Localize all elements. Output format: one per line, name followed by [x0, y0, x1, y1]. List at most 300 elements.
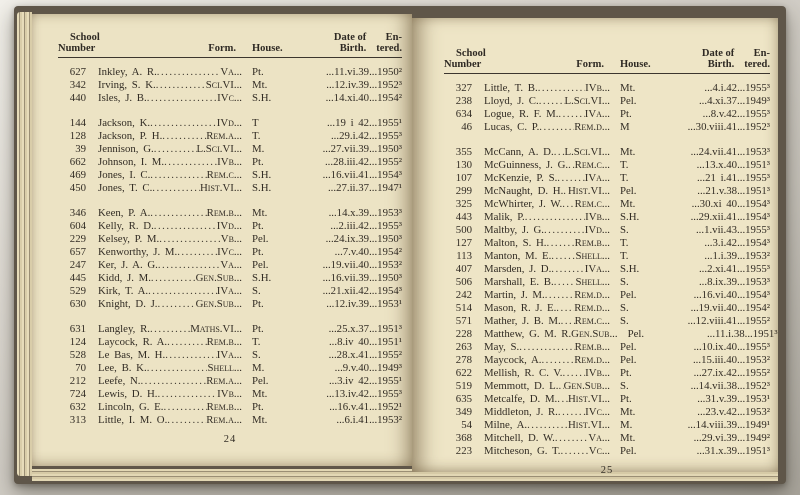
- cell-form: Vc...: [588, 445, 610, 457]
- register-row: [58, 285, 402, 298]
- dotted-leader: [525, 211, 585, 224]
- cell-form: IVd...: [584, 224, 610, 236]
- cell-form: IVb...: [585, 211, 610, 223]
- cell-name: Jackson, K.: [98, 117, 151, 129]
- cell-name: Little, T. B.: [484, 82, 538, 94]
- dotted-leader: [563, 367, 586, 380]
- cell-dob-entered: ...14.xi.40...1954²: [325, 92, 402, 104]
- register-row: [444, 406, 770, 419]
- cell-dob-entered: ...14.x.39...1953³: [328, 207, 402, 219]
- register-row: [444, 250, 770, 263]
- cell-school-number: 46: [461, 121, 472, 133]
- dotted-leader: [154, 220, 217, 233]
- cell-school-number: 263: [455, 341, 472, 353]
- cell-form: Hist.VI...: [200, 182, 242, 194]
- dotted-leader: [544, 224, 585, 237]
- dotted-leader: [156, 79, 206, 92]
- cell-name: Irving, S. K.: [98, 79, 156, 91]
- register-row: [58, 182, 402, 195]
- cell-house: Pel.: [620, 341, 637, 353]
- cell-school-number: 54: [461, 419, 472, 431]
- cell-school-number: 469: [69, 169, 86, 181]
- cell-house: S.H.: [252, 169, 272, 181]
- cell-dob-entered: ...28.x.41...1955²: [328, 349, 402, 361]
- cell-dob-entered: ...19.vii.40...1953²: [322, 259, 402, 271]
- cell-dob-entered: ...12.viii.41...1955²: [687, 315, 770, 327]
- cell-school-number: 528: [69, 349, 86, 361]
- dotted-leader: [545, 289, 575, 302]
- cell-house: Pt.: [252, 66, 264, 78]
- cell-school-number: 571: [455, 315, 472, 327]
- cell-name: Lucas, C. P.: [484, 121, 540, 133]
- cell-school-number: 622: [455, 367, 472, 379]
- cell-form: IVc...: [217, 246, 242, 258]
- dotted-leader: [547, 237, 575, 250]
- cell-form: L.Sci.VI...: [564, 95, 610, 107]
- register-row: [444, 419, 770, 432]
- cell-form: Gen.Sub...: [571, 328, 618, 340]
- cell-school-number: 107: [455, 172, 472, 184]
- cell-school-number: 635: [455, 393, 472, 405]
- cell-house: M: [620, 121, 630, 133]
- cell-school-number: 506: [455, 276, 472, 288]
- cell-form: L.Sci.VI...: [196, 143, 242, 155]
- register-row: [444, 237, 770, 250]
- dotted-leader: [539, 121, 574, 134]
- register-row: [444, 95, 770, 108]
- cell-name: Martin, J. M.: [484, 289, 545, 301]
- cell-name: Knight, D. J.: [98, 298, 158, 310]
- cell-school-number: 529: [69, 285, 86, 297]
- cell-dob-entered: ...13.x.40...1951³: [696, 159, 770, 171]
- group-gap: [58, 311, 402, 323]
- cell-dob-entered: ...11.i.38...1951³: [706, 328, 778, 340]
- dotted-leader: [177, 246, 217, 259]
- cell-house: Pt.: [620, 108, 632, 120]
- cell-dob-entered: ...19 i 42...1955¹: [326, 117, 402, 129]
- cell-house: Pel.: [620, 289, 637, 301]
- cell-dob-entered: ...25.x.37...1951³: [328, 323, 402, 335]
- header-dob-entered: [294, 32, 402, 54]
- cell-house: S.: [620, 380, 629, 392]
- cell-school-number: 242: [455, 289, 472, 301]
- cell-form: Rem.b...: [574, 341, 610, 353]
- cell-name: Memmott, D. L.: [484, 380, 559, 392]
- cell-school-number: 627: [69, 66, 86, 78]
- cell-name: Inkley, A. R.: [98, 66, 157, 78]
- cell-dob-entered: ...13.iv.42...1955³: [326, 388, 402, 400]
- cell-school-number: 657: [69, 246, 86, 258]
- cell-school-number: 299: [455, 185, 472, 197]
- cell-name: Matthew, G. M. R.: [484, 328, 572, 340]
- cell-school-number: 440: [69, 92, 86, 104]
- cell-house: S.H.: [620, 263, 640, 275]
- dotted-leader: [560, 445, 588, 458]
- header-form: Form.: [576, 59, 604, 70]
- cell-house: Pel.: [627, 328, 645, 340]
- cell-house: Pt.: [620, 367, 632, 379]
- cell-name: Keen, P. A.: [98, 207, 151, 219]
- cell-school-number: 368: [455, 432, 472, 444]
- cell-house: S.H.: [252, 182, 272, 194]
- cell-dob-entered: ...8.v.42...1955³: [702, 108, 770, 120]
- dotted-leader: [158, 298, 196, 311]
- dotted-leader: [562, 198, 574, 211]
- register-row: [58, 92, 402, 105]
- register-row: [58, 375, 402, 388]
- cell-form: Vb...: [220, 233, 242, 245]
- page-number: 25: [600, 465, 614, 476]
- cell-house: Pt.: [252, 401, 264, 413]
- cell-form: Rem.b...: [206, 401, 242, 413]
- cell-name: Middleton, J. R.: [484, 406, 558, 418]
- cell-name: Lincoln, G. E.: [98, 401, 164, 413]
- register-rows: [444, 82, 778, 458]
- dotted-leader: [527, 419, 568, 432]
- register-row: [58, 143, 402, 156]
- cell-form: IVc...: [217, 92, 242, 104]
- cell-house: S.: [252, 349, 261, 361]
- dotted-leader: [147, 92, 217, 105]
- cell-school-number: 346: [69, 207, 86, 219]
- cell-house: T.: [252, 336, 261, 348]
- cell-dob-entered: ...1.vii.43...1955³: [695, 224, 770, 236]
- cell-school-number: 450: [69, 182, 86, 194]
- cell-name: Manton, M. E.: [484, 250, 552, 262]
- cell-school-number: 445: [69, 272, 86, 284]
- cell-name: Jones, T. C.: [98, 182, 153, 194]
- cell-form: Maths.VI...: [190, 323, 242, 335]
- dotted-leader: [556, 302, 574, 315]
- cell-dob-entered: ...2.iii.42...1955³: [330, 220, 402, 232]
- cell-name: May, S.: [484, 341, 520, 353]
- register-row: [444, 198, 770, 211]
- dotted-leader: [561, 315, 575, 328]
- cell-name: Little, I. M. O.: [98, 414, 168, 426]
- cell-form: IVa...: [584, 108, 610, 120]
- group-gap: [58, 105, 402, 117]
- cell-name: Lewis, D. H.: [98, 388, 158, 400]
- cell-name: Maltby, J. G.: [484, 224, 544, 236]
- cell-house: T.: [252, 130, 261, 142]
- cell-school-number: 355: [455, 146, 472, 158]
- register-row: [58, 233, 402, 246]
- cell-name: Mather, J. B. M.: [484, 315, 561, 327]
- register-row: [444, 276, 770, 289]
- cell-dob-entered: ...21.xii.42...1954³: [322, 285, 402, 297]
- cell-name: Langley, R.: [98, 323, 150, 335]
- cell-form: IVd...: [216, 117, 242, 129]
- cell-name: Leefe, N.: [98, 375, 141, 387]
- cell-school-number: 70: [75, 362, 86, 374]
- dotted-leader: [551, 263, 584, 276]
- cell-school-number: 327: [455, 82, 472, 94]
- register-page-right: [412, 18, 778, 476]
- cell-school-number: 662: [69, 156, 86, 168]
- cell-name: Mitcheson, G. T.: [484, 445, 561, 457]
- cell-house: S.H.: [252, 272, 272, 284]
- cell-form: IVd...: [216, 220, 242, 232]
- cell-name: McNaught, D. H.: [484, 185, 564, 197]
- register-row: [444, 380, 770, 393]
- register-row: [58, 207, 402, 220]
- dotted-leader: [541, 354, 574, 367]
- cell-house: M.: [252, 143, 265, 155]
- cell-house: T.: [620, 237, 629, 249]
- dotted-leader: [164, 156, 217, 169]
- cell-name: Malik, P.: [484, 211, 525, 223]
- dotted-leader: [147, 362, 208, 375]
- cell-school-number: 238: [455, 95, 472, 107]
- cell-house: S.: [620, 224, 629, 236]
- cell-name: Logue, R. F. M.: [484, 108, 559, 120]
- dotted-leader: [519, 341, 574, 354]
- header-house: House.: [252, 43, 283, 54]
- cell-form: Rem.c...: [574, 198, 610, 210]
- register-row: [58, 66, 402, 79]
- cell-form: L.Sci.VI...: [564, 146, 610, 158]
- cell-dob-entered: ...27.ix.42...1955²: [693, 367, 770, 379]
- header-entered: En- tered.: [376, 32, 402, 54]
- dotted-leader: [539, 95, 565, 108]
- register-row: [444, 172, 770, 185]
- open-book: [14, 6, 786, 484]
- cell-name: McGuinness, J. G.: [484, 159, 569, 171]
- cell-school-number: 634: [455, 108, 472, 120]
- cell-house: S.: [620, 302, 629, 314]
- cell-dob-entered: ...9.v.40...1949³: [334, 362, 402, 374]
- cell-dob-entered: ...29.i.42...1955³: [330, 130, 402, 142]
- cell-form: Rem.d...: [574, 121, 610, 133]
- cell-school-number: 724: [69, 388, 86, 400]
- cell-school-number: 124: [69, 336, 86, 348]
- cell-house: Mt.: [620, 82, 636, 94]
- cell-dob-entered: ...12.iv.39...1952³: [326, 79, 402, 91]
- dotted-leader: [150, 207, 206, 220]
- dotted-leader: [150, 117, 217, 130]
- cell-house: Pt.: [252, 298, 264, 310]
- cell-name: Johnson, I. M.: [98, 156, 165, 168]
- cell-dob-entered: ...14.vii.38...1952³: [690, 380, 770, 392]
- dotted-leader: [557, 393, 568, 406]
- cell-form: IVb...: [217, 156, 242, 168]
- register-row: [58, 323, 402, 336]
- cell-house: Mt.: [620, 198, 636, 210]
- cell-form: IVa...: [216, 285, 242, 297]
- cell-school-number: 519: [455, 380, 472, 392]
- cell-form: Rem.c...: [574, 315, 610, 327]
- cell-dob-entered: ...2.xi.41...1955³: [698, 263, 770, 275]
- register-row: [58, 156, 402, 169]
- cell-house: Pel.: [620, 185, 637, 197]
- cell-house: Pt.: [252, 156, 264, 168]
- header-school-number: School Number: [444, 48, 486, 70]
- cell-school-number: 113: [456, 250, 472, 262]
- cell-name: Laycock, R. A.: [98, 336, 168, 348]
- cell-school-number: 632: [69, 401, 86, 413]
- cell-form: Shell...: [207, 362, 242, 374]
- cell-school-number: 229: [69, 233, 86, 245]
- register-row: [58, 298, 402, 311]
- dotted-leader: [150, 169, 206, 182]
- register-row: [444, 211, 770, 224]
- cell-school-number: 212: [69, 375, 86, 387]
- cell-dob-entered: ...16.v.41...1952¹: [329, 401, 402, 413]
- cell-school-number: 144: [69, 117, 86, 129]
- dotted-leader: [568, 159, 575, 172]
- register-row: [444, 341, 770, 354]
- cell-school-number: 130: [455, 159, 472, 171]
- group-gap: [58, 195, 402, 207]
- dotted-leader: [554, 276, 576, 289]
- register-row: [58, 246, 402, 259]
- dotted-leader: [538, 82, 585, 95]
- cell-dob-entered: ...21.v.38...1951³: [697, 185, 770, 197]
- register-row: [58, 362, 402, 375]
- cell-school-number: 630: [69, 298, 86, 310]
- register-row: [58, 117, 402, 130]
- register-row: [58, 388, 402, 401]
- cell-school-number: 247: [69, 259, 86, 271]
- dotted-leader: [167, 414, 206, 427]
- cell-house: S.H.: [620, 211, 640, 223]
- dotted-leader: [555, 432, 588, 445]
- cell-form: IVb...: [585, 82, 610, 94]
- cell-name: Isles, J. B.: [98, 92, 147, 104]
- cell-dob-entered: ...3.iv 42...1955¹: [328, 375, 402, 387]
- cell-house: T.: [620, 159, 629, 171]
- register-row: [58, 349, 402, 362]
- dotted-leader: [163, 401, 206, 414]
- dotted-leader: [157, 388, 217, 401]
- cell-school-number: 228: [455, 328, 472, 340]
- cell-dob-entered: ...15.iii.40...1953²: [692, 354, 770, 366]
- cell-form: Shell...: [575, 250, 610, 262]
- cell-form: Rem.d...: [574, 302, 610, 314]
- cell-house: Mt.: [252, 79, 268, 91]
- cell-dob-entered: ...3.i.42...1954³: [704, 237, 770, 249]
- cell-dob-entered: ...6.i.41...1953²: [336, 414, 402, 426]
- cell-school-number: 604: [69, 220, 86, 232]
- cell-form: Gen.Sub...: [195, 298, 242, 310]
- dotted-leader: [557, 172, 584, 185]
- cell-form: Rem.d...: [574, 354, 610, 366]
- register-row: [444, 393, 770, 406]
- cell-house: Mt.: [620, 406, 636, 418]
- cell-house: Mt.: [620, 432, 636, 444]
- header-school-number: School Number: [58, 32, 100, 54]
- register-row: [444, 367, 770, 380]
- header-date-of-birth: Date of Birth.: [701, 48, 735, 70]
- cell-form: Gen.Sub...: [195, 272, 242, 284]
- cell-form: Rem.b...: [574, 237, 610, 249]
- cell-house: Mt.: [252, 207, 268, 219]
- cell-school-number: 514: [455, 302, 472, 314]
- cell-house: M.: [252, 362, 265, 374]
- header-date-of-birth: Date of Birth.: [333, 32, 367, 54]
- cell-dob-entered: ...8.iv 40...1951¹: [328, 336, 402, 348]
- cell-form: IVa...: [584, 263, 610, 275]
- cell-form: Va...: [220, 259, 242, 271]
- register-row: [444, 445, 770, 458]
- dotted-leader: [154, 143, 197, 156]
- cell-form: Hist.VI...: [568, 185, 610, 197]
- register-row: [444, 82, 770, 95]
- cell-name: Jones, I. C.: [98, 169, 151, 181]
- register-rows: [58, 66, 402, 427]
- cell-form: Va...: [588, 432, 610, 444]
- cell-name: Kelly, R. D.: [98, 220, 154, 232]
- cell-form: Rem.b...: [206, 336, 242, 348]
- cell-form: Rem.a...: [206, 414, 242, 426]
- cell-house: S.H.: [252, 92, 272, 104]
- cell-name: Ker, J. A. G.: [98, 259, 158, 271]
- register-row: [58, 401, 402, 414]
- cell-name: Milne, A.: [484, 419, 528, 431]
- dotted-leader: [558, 108, 584, 121]
- cell-house: T.: [620, 172, 629, 184]
- dotted-leader: [158, 259, 220, 272]
- cell-house: S.: [620, 276, 629, 288]
- register-row: [58, 130, 402, 143]
- cell-school-number: 313: [69, 414, 86, 426]
- cell-house: Mt.: [620, 146, 636, 158]
- cell-dob-entered: ...29.vi.39...1949²: [693, 432, 770, 444]
- cell-dob-entered: ...7.v.40...1954²: [334, 246, 402, 258]
- cell-house: Pel.: [252, 259, 269, 271]
- cell-dob-entered: ...14.viii.39...1949¹: [687, 419, 770, 431]
- cell-name: Jennison, G.: [98, 143, 154, 155]
- dotted-leader: [157, 66, 221, 79]
- register-row: [444, 159, 770, 172]
- cell-dob-entered: ...10.ix.40...1955³: [693, 341, 770, 353]
- cell-dob-entered: ...16.vi.40...1954³: [693, 289, 770, 301]
- cell-house: Mt.: [252, 414, 268, 426]
- cell-dob-entered: ...31.v.39...1953¹: [697, 393, 770, 405]
- dotted-leader: [558, 406, 585, 419]
- cell-dob-entered: ...16.vii.41...1954³: [322, 169, 402, 181]
- cell-dob-entered: ...28.iii.42...1955²: [324, 156, 402, 168]
- register-row: [444, 121, 770, 134]
- cell-house: T.: [620, 250, 629, 262]
- register-row: [58, 79, 402, 92]
- cell-form: Rem.a...: [206, 375, 242, 387]
- dotted-leader: [151, 272, 196, 285]
- page-content: [32, 14, 412, 445]
- cell-house: T: [252, 117, 259, 129]
- cell-school-number: 128: [69, 130, 86, 142]
- cell-house: Pel.: [252, 233, 269, 245]
- dotted-leader: [159, 233, 221, 246]
- register-row: [444, 108, 770, 121]
- cell-school-number: 39: [75, 143, 86, 155]
- dotted-leader: [148, 285, 217, 298]
- cell-name: Malton, S. H.: [484, 237, 547, 249]
- cell-school-number: 349: [455, 406, 472, 418]
- cell-house: M.: [620, 419, 633, 431]
- cell-dob-entered: ...12.iv.39...1953¹: [326, 298, 402, 310]
- cell-school-number: 127: [455, 237, 472, 249]
- register-row: [444, 224, 770, 237]
- cell-school-number: 500: [455, 224, 472, 236]
- cell-house: Pt.: [620, 393, 632, 405]
- cell-name: Lloyd, J. C.: [484, 95, 539, 107]
- register-row: [58, 414, 402, 427]
- cell-house: Pt.: [252, 246, 264, 258]
- dotted-leader: [152, 182, 200, 195]
- cell-name: Maycock, A.: [484, 354, 542, 366]
- cell-dob-entered: ...24.ix.39...1950³: [325, 233, 402, 245]
